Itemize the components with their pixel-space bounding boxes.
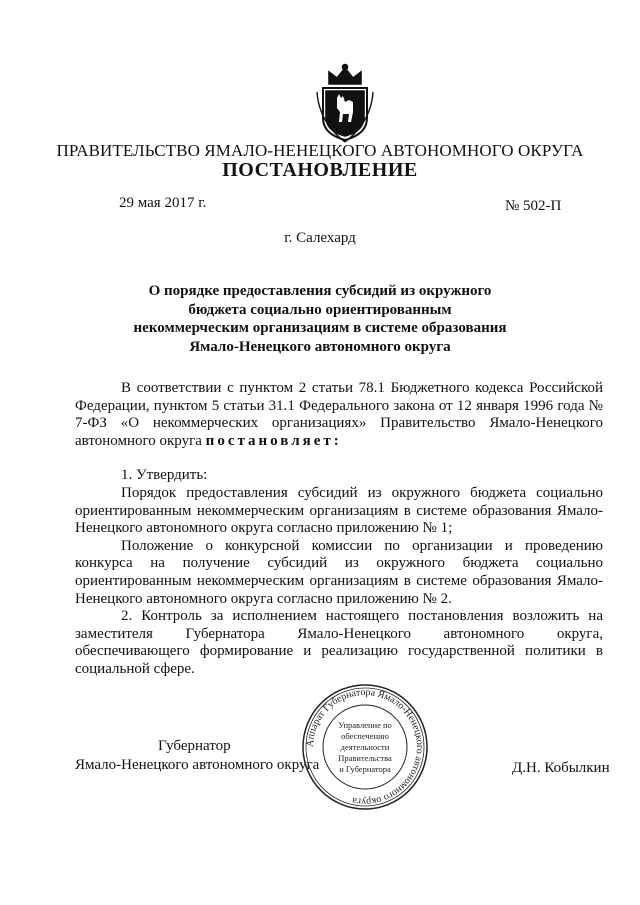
document-date: 29 мая 2017 г. [119,195,207,211]
stamp-line-3: деятельности [340,742,390,752]
item-1-appendix-1: Порядок предоставления субсидий из окружного бюджета социально ориентированным некоммерческим организациям в системе образования Ямало-Ненецкого автономного округа согласно приложению № 1; [75,484,603,537]
stamp-line-5: и Губернатора [339,764,391,774]
item-1: 1. Утвердить: [121,467,208,484]
document-number: № 502-П [505,198,562,214]
item-1-appendix-2: Положение о конкурсной комиссии по организации и проведению конкурса на получение субсидий из окружного бюджета социально ориентированным некоммерческим организациям в системе образования Ямало-Ненецкого автономного округа согласно приложению № 2. [75,537,603,607]
signatory-name: Д.Н. Кобылкин [512,760,610,776]
official-stamp [300,682,430,812]
document-city: г. Салехард [284,230,356,246]
stamp-line-1: Управление по [338,720,392,730]
document-type: ПОСТАНОВЛЕНИЕ [222,159,418,181]
stamp-line-2: обеспечению [341,731,389,741]
signatory-region: Ямало-Ненецкого автономного округа [75,757,320,773]
signatory-role: Губернатор [158,738,231,754]
document-body [75,380,603,679]
preamble-text: В соответствии с пунктом 2 статьи 78.1 Бюджетного кодекса Российской Федерации, пунктом 5 статьи 31.1 Федерального закона от 12 января 1996 года № 7-ФЗ «О некоммерческих организациях» Правительство Ямало-Ненецкого автономного округа [75,380,603,449]
coat-of-arms-emblem [315,62,375,144]
government-name: ПРАВИТЕЛЬСТВО ЯМАЛО-НЕНЕЦКОГО АВТОНОМНОГО ОКРУГА [56,141,584,160]
document-subject: О порядке предоставления субсидий из окружного бюджета социально ориентированным некоммерческим организациям в системе образования Ямало-Ненецкого автономного округа [133,283,507,355]
stamp-line-4: Правительства [338,753,392,763]
stamp-ring-text: Аппарат Губернатора Ямало-Ненецкого автономного округа [304,686,426,808]
preamble-paragraph [75,380,603,450]
decree-word: постановляет: [205,432,342,449]
item-2: 2. Контроль за исполнением настоящего постановления возложить на заместителя Губернатора Ямало-Ненецкого автономного округа, обеспечивающего формирование и реализацию государственной политики в социальной сфере. [75,608,603,677]
